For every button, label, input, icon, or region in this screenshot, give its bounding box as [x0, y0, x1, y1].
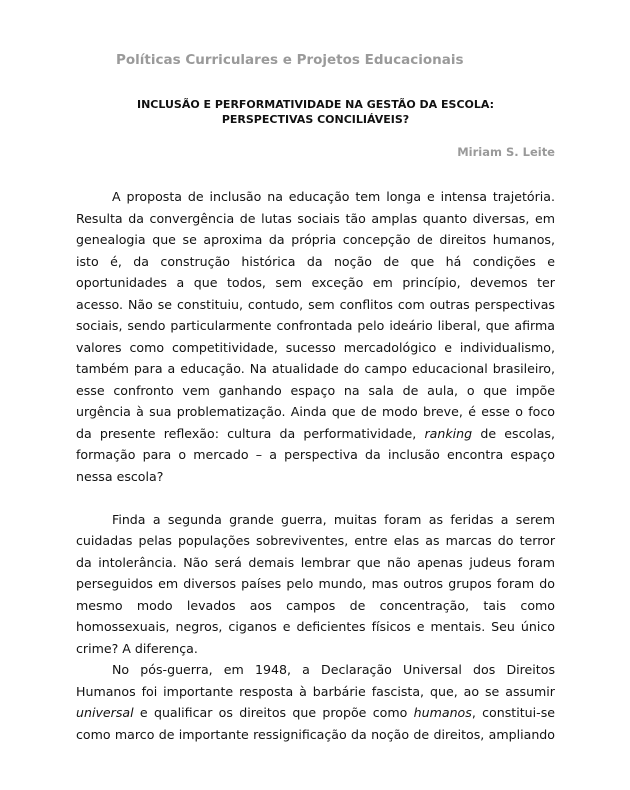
text-line: Finda a segunda grande guerra, muitas foram as feridas a serem [112, 511, 555, 527]
article-body [76, 186, 555, 745]
text-line: da intolerância. Não será demais lembrar que não apenas judeus foram [76, 554, 555, 570]
emphasis-ranking: ranking [424, 425, 473, 441]
paragraph-3 [76, 659, 555, 745]
text-line: perseguidos em diversos países pelo mundo, mas outros grupos foram do [76, 576, 555, 591]
title-line-1: INCLUSÃO E PERFORMATIVIDADE NA GESTÃO DA ESCOLA: [136, 98, 494, 111]
title-line-2: PERSPECTIVAS CONCILIÁVEIS? [221, 113, 410, 126]
emphasis-universal: universal [76, 705, 134, 720]
text-line: mesmo modo levados aos campos de concentração, tais como [76, 597, 555, 613]
text-line: urgência à sua problematização. Ainda que de modo breve, é esse o foco [76, 404, 555, 419]
article-title [76, 97, 555, 127]
text-line-emphasis [76, 702, 555, 724]
text-segment: de escolas, [480, 425, 555, 441]
text-line: crime? A diferença. [76, 640, 198, 656]
text-segment: , constitui-se [471, 705, 555, 720]
text-line: esse confronto vem ganhando espaço na sala de aula, o que impõe [76, 382, 555, 398]
text-line: No pós-guerra, em 1948, a Declaração Universal dos Direitos [112, 662, 555, 677]
text-line: cuidadas pelas populações sobreviventes, entre elas as marcas do terror [76, 533, 555, 548]
text-line: acesso. Não se constituiu, contudo, sem conflitos com outras perspectivas [76, 296, 555, 312]
text-segment: da presente reflexão: cultura da performatividade, [76, 425, 417, 441]
text-line: valores como competitividade, sucesso mercadológico e individualismo, [76, 339, 555, 355]
text-line: oportunidades a que todos, sem exceção em princípio, devemos ter [76, 275, 555, 290]
text-line-ranking [76, 423, 555, 445]
paragraph-1 [76, 186, 555, 487]
emphasis-humanos: humanos [413, 705, 472, 720]
author-name: Miriam S. Leite [457, 145, 555, 159]
text-line: A proposta de inclusão na educação tem longa e intensa trajetória. [112, 189, 555, 204]
text-line: também para a educação. Na atualidade do campo educacional brasileiro, [76, 361, 555, 376]
paragraph-2 [76, 509, 555, 660]
text-line: sociais, sendo particularmente confrontada pelo ideário liberal, que afirma [76, 318, 555, 333]
text-line: Humanos foi importante resposta à barbárie fascista, que, ao se assumir [76, 683, 555, 699]
text-segment: e qualificar os direitos que propõe como [139, 705, 408, 720]
text-line: nessa escola? [76, 468, 164, 484]
text-line: genealogia que se aproxima da própria concepção de direitos humanos, [76, 232, 555, 247]
text-line: formação para o mercado – a perspectiva da inclusão encontra espaço [76, 447, 555, 462]
running-header: Políticas Curriculares e Projetos Educacionais [116, 52, 464, 68]
text-line: isto é, da construção histórica da noção de que há condições e [76, 253, 555, 269]
text-line: como marco de importante ressignificação da noção de direitos, ampliando [76, 726, 555, 742]
text-line: Resulta da convergência de lutas sociais tão amplas quanto diversas, em [76, 210, 555, 226]
text-line: homossexuais, negros, ciganos e deficientes físicos e mentais. Seu único [76, 619, 555, 634]
